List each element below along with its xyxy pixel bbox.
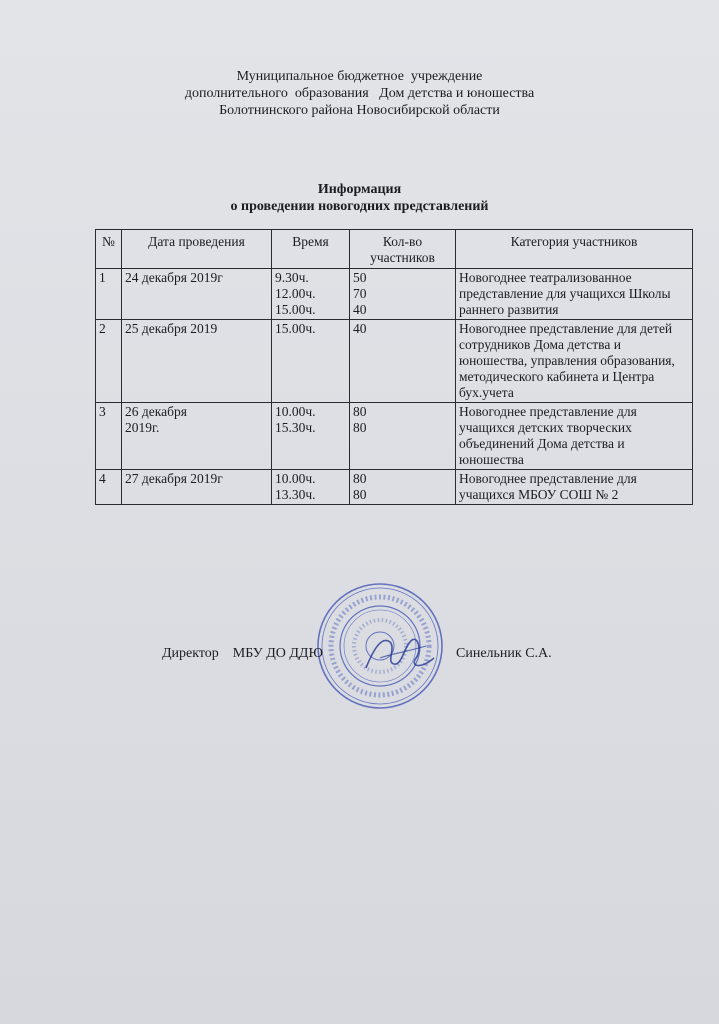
cell-count: 50 70 40	[350, 269, 456, 320]
director-name: Синельник С.А.	[456, 646, 552, 661]
handwritten-signature	[360, 628, 440, 678]
cell-number: 1	[96, 269, 122, 320]
cell-time: 10.00ч. 15.30ч.	[272, 403, 350, 470]
table-header-row	[96, 230, 693, 269]
title-line-2: о проведении новогодних представлений	[230, 199, 489, 214]
header-line-1: Муниципальное бюджетное учреждение	[236, 69, 483, 84]
cell-count: 80 80	[350, 403, 456, 470]
cell-category: Новогоднее представление для детей сотрудников Дома детства и юношества, управления образования, методического кабинета и Центра бух.учета	[456, 320, 693, 403]
cell-number: 3	[96, 403, 122, 470]
table-row	[96, 269, 693, 320]
cell-time: 15.00ч.	[272, 320, 350, 403]
cell-number: 4	[96, 470, 122, 505]
document-title	[0, 181, 719, 215]
events-table	[95, 229, 693, 505]
column-header-count: Кол-во участников	[350, 230, 456, 269]
organization-header	[0, 68, 719, 119]
header-line-3: Болотнинского района Новосибирской области	[219, 103, 500, 118]
table-row	[96, 320, 693, 403]
column-header-time: Время	[272, 230, 350, 269]
column-header-date: Дата проведения	[122, 230, 272, 269]
cell-date: 26 декабря 2019г.	[122, 403, 272, 470]
cell-category: Новогоднее представление для учащихся МБОУ СОШ № 2	[456, 470, 693, 505]
cell-time: 10.00ч. 13.30ч.	[272, 470, 350, 505]
table-row	[96, 470, 693, 505]
cell-date: 27 декабря 2019г	[122, 470, 272, 505]
column-header-number: №	[96, 230, 122, 269]
table-row	[96, 403, 693, 470]
cell-category: Новогоднее представление для учащихся детских творческих объединений Дома детства и юношества	[456, 403, 693, 470]
director-title: Директор МБУ ДО ДДЮ	[162, 646, 323, 661]
cell-count: 40	[350, 320, 456, 403]
title-line-1: Информация	[317, 182, 402, 197]
cell-date: 25 декабря 2019	[122, 320, 272, 403]
cell-time: 9.30ч. 12.00ч. 15.00ч.	[272, 269, 350, 320]
column-header-category: Категория участников	[456, 230, 693, 269]
cell-number: 2	[96, 320, 122, 403]
header-line-2: дополнительного образования Дом детства и юношества	[184, 86, 535, 101]
cell-count: 80 80	[350, 470, 456, 505]
cell-category: Новогоднее театрализованное представление для учащихся Школы раннего развития	[456, 269, 693, 320]
cell-date: 24 декабря 2019г	[122, 269, 272, 320]
